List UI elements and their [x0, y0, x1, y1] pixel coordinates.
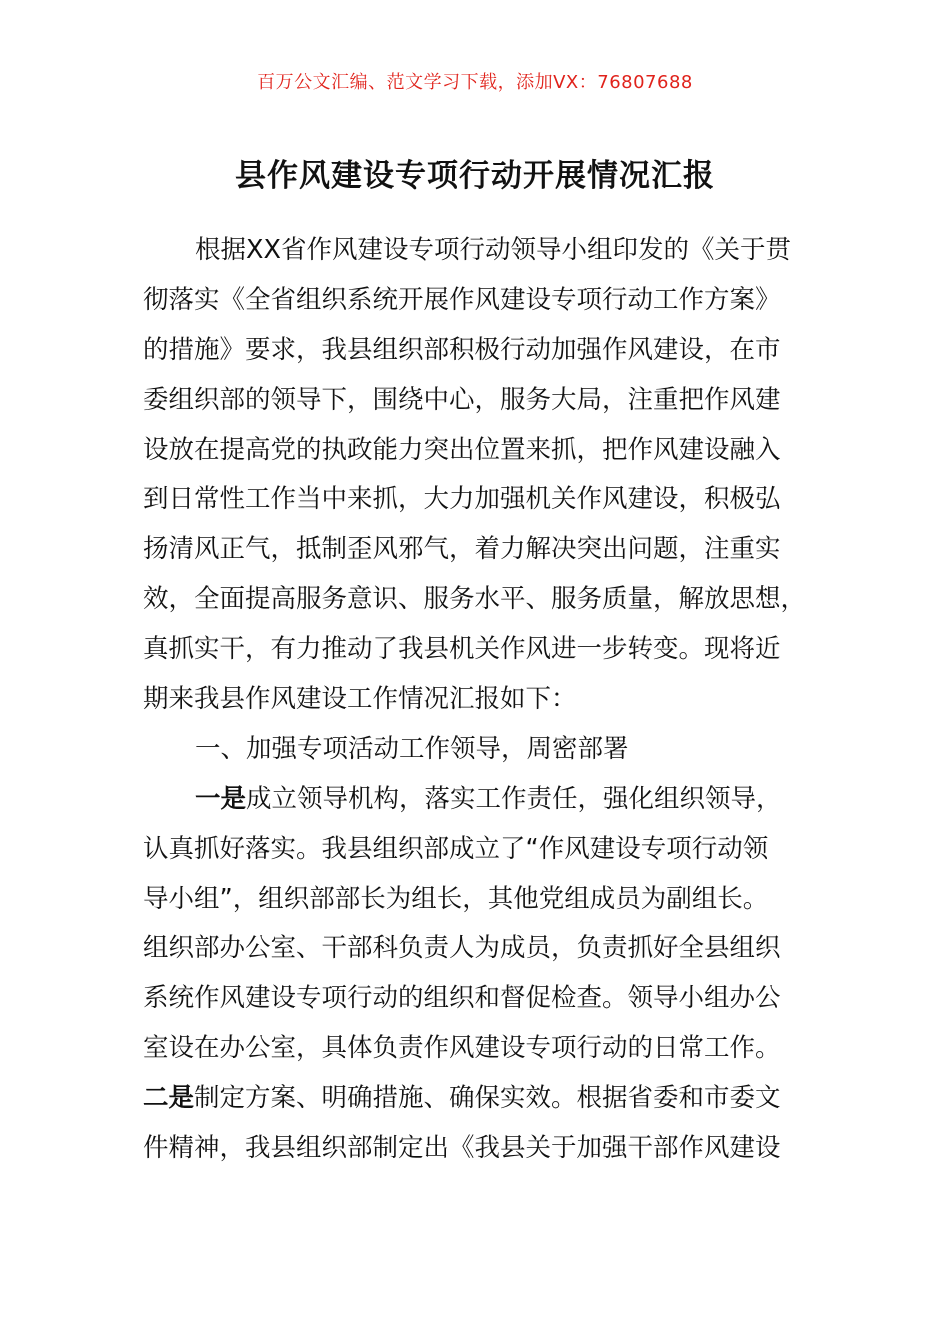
item-lead: 二是: [143, 1083, 195, 1114]
item-first-line: [143, 775, 808, 825]
paragraph-line: 认真抓好落实。我县组织部成立了“作风建设专项行动领: [143, 833, 769, 864]
paragraph-line: 期来我县作风建设工作情况汇报如下：: [143, 684, 577, 715]
paragraph-line: 彻落实《全省组织系统开展作风建设专项行动工作方案》: [143, 284, 781, 315]
paragraph-line: 根据XX省作风建设专项行动领导小组印发的《关于贯: [195, 235, 791, 265]
document-title: 县作风建设专项行动开展情况汇报: [235, 158, 715, 194]
paragraph-line: 组织部办公室、干部科负责人为成员，负责抓好全县组织: [143, 933, 781, 964]
paragraph-line: 到日常性工作当中来抓，大力加强机关作风建设，积极弘: [143, 484, 781, 515]
item-lead: 一是: [195, 783, 247, 814]
paragraph-line: 真抓实干，有力推动了我县机关作风进一步转变。现将近: [143, 634, 781, 665]
paragraph-line: 设放在提高党的执政能力突出位置来抓，把作风建设融入: [143, 434, 781, 465]
paragraph-line: 系统作风建设专项行动的组织和督促检查。领导小组办公: [143, 983, 781, 1014]
paragraph-line: 件精神，我县组织部制定出《我县关于加强干部作风建设: [143, 1133, 781, 1164]
watermark-header: 百万公文汇编、范文学习下载，添加VX：76807688: [257, 72, 693, 93]
item-text: 成立领导机构，落实工作责任，强化组织领导，: [246, 783, 782, 814]
document-body: [143, 226, 808, 1174]
item-text: 制定方案、明确措施、确保实效。根据省委和市委文: [194, 1083, 781, 1114]
paragraph-line: 的措施》要求，我县组织部积极行动加强作风建设，在市: [143, 334, 781, 365]
paragraph-line: 导小组”，组织部部长为组长，其他党组成员为副组长。: [143, 883, 769, 914]
paragraph-line: 委组织部的领导下，围绕中心，服务大局，注重把作风建: [143, 384, 781, 415]
item-first-line: [143, 1074, 808, 1124]
section-heading: 一、加强专项活动工作领导，周密部署: [195, 733, 629, 764]
paragraph-line: 效，全面提高服务意识、服务水平、服务质量，解放思想，: [143, 584, 807, 615]
paragraph-line: 扬清风正气，抵制歪风邪气，着力解决突出问题，注重实: [143, 534, 781, 565]
paragraph-line: 室设在办公室，具体负责作风建设专项行动的日常工作。: [143, 1033, 781, 1064]
